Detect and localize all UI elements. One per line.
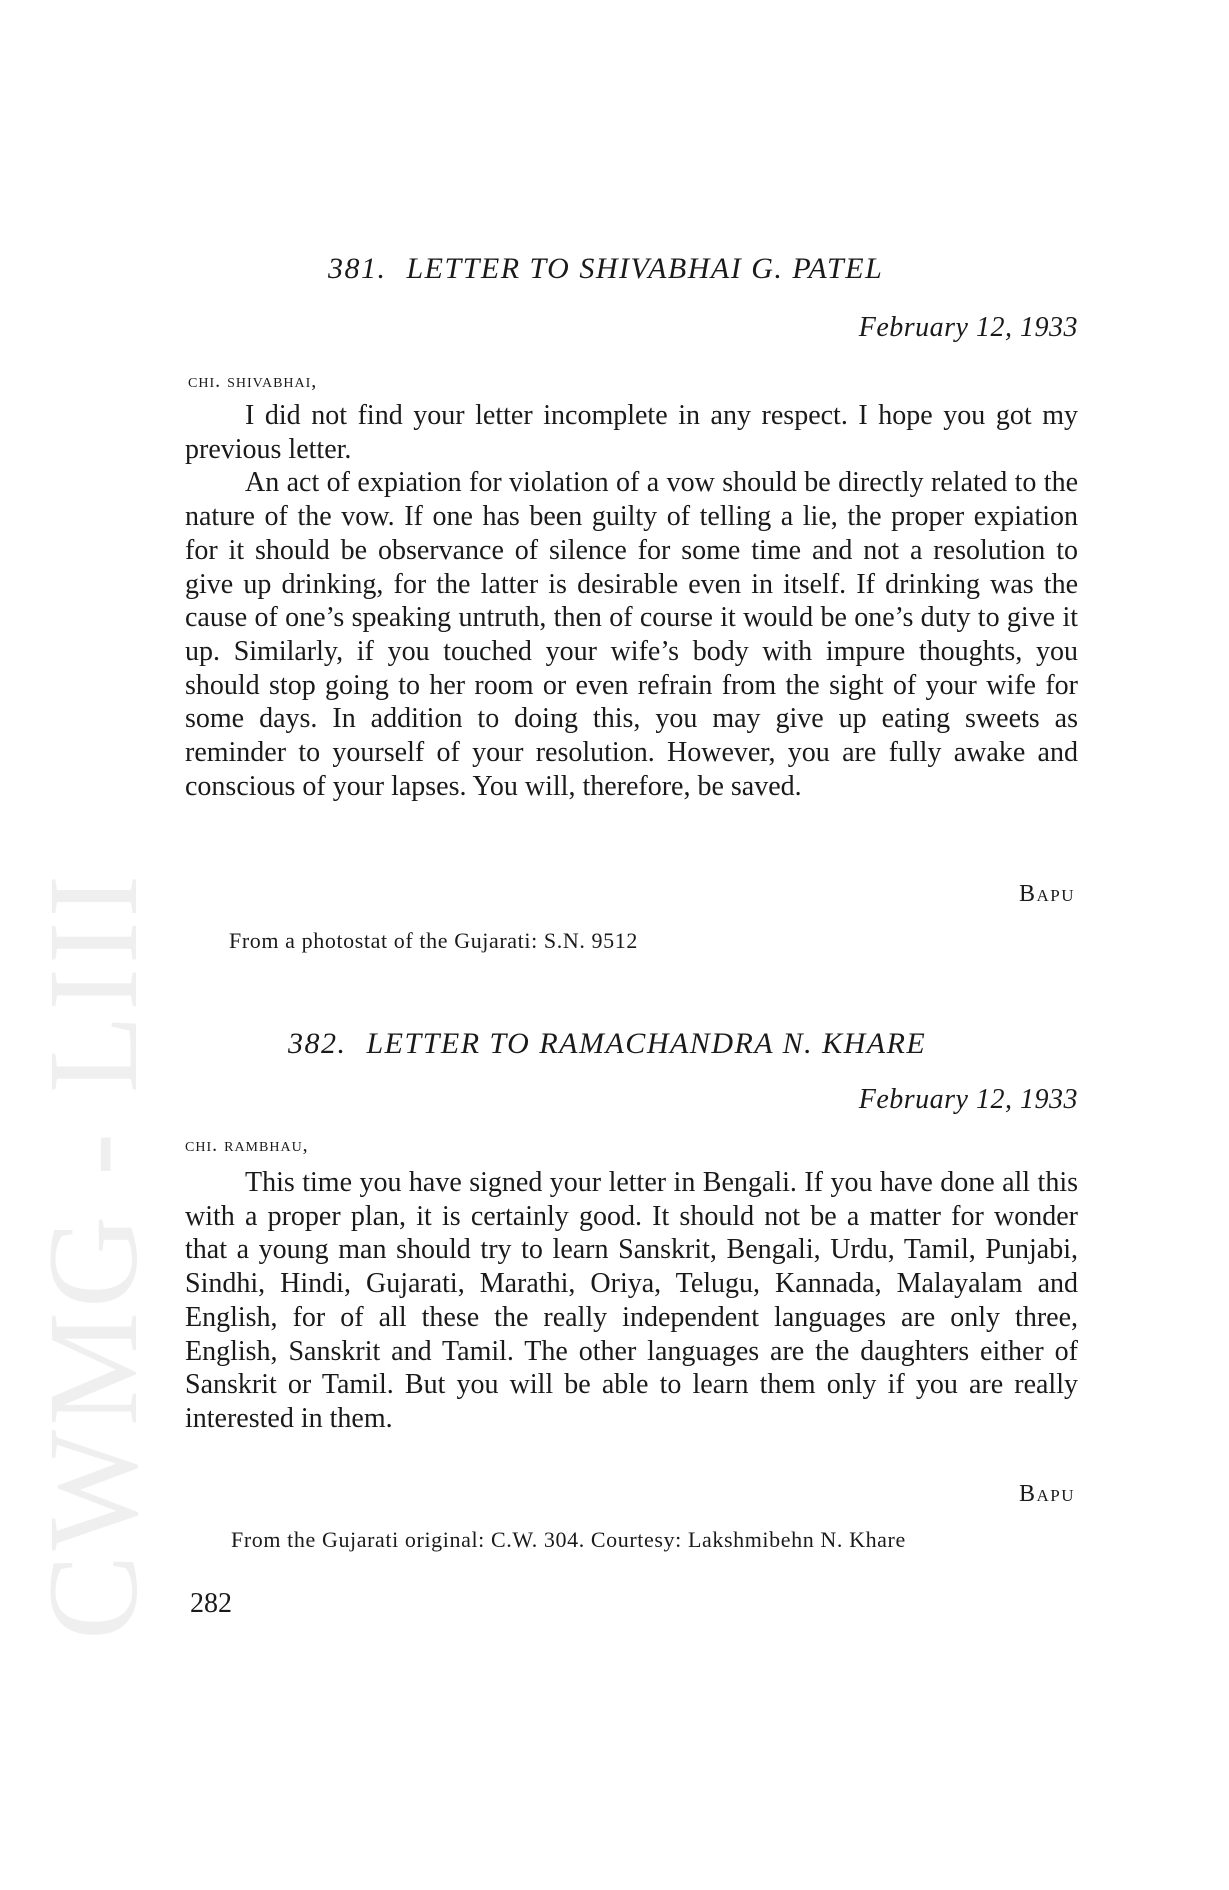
- letter-382-signature: Bapu: [1018, 1481, 1075, 1507]
- page-number: 282: [190, 1588, 232, 1619]
- letter-382-title: LETTER TO RAMACHANDRA N. KHARE: [366, 1027, 927, 1060]
- letter-382-source: From the Gujarati original: C.W. 304. Courtesy: Lakshmibehn N. Khare: [231, 1527, 906, 1552]
- letter-381-paragraph: I did not find your letter incomplete in any respect. I hope you got my previous letter.: [185, 400, 1078, 465]
- letter-381-paragraph: An act of expiation for violation of a vow should be directly related to the nature of the vow. If one has been guilty of telling a lie, the proper expiation for it should be observance of silence for some time and not a resolution to give up drinking, for the latter is desirable even in itself. If drinking was the cause of one’s speaking untruth, then of course it would be one’s duty to give it up. Similarly, if you touched your wife’s body with impure thoughts, you should stop going to her room or even refrain from the sight of your wife for some days. In addition to doing this, you may give up eating sweets as reminder to yourself of your resolution. However, you are fully awake and conscious of your lapses. You will, therefore, be saved.: [185, 467, 1078, 802]
- letter-382-number: 382.: [288, 1027, 347, 1060]
- letter-382-heading: [288, 1027, 926, 1061]
- letter-382-date: February 12, 1933: [858, 1084, 1078, 1115]
- letter-381-heading: [328, 252, 883, 286]
- letter-381-number: 381.: [328, 252, 387, 285]
- letter-382-body: [185, 1166, 1078, 1436]
- letter-381-body: [185, 399, 1078, 803]
- letter-381-salutation: chi. shivabhai,: [188, 370, 318, 392]
- letter-381-title: LETTER TO SHIVABHAI G. PATEL: [406, 252, 884, 285]
- letter-382-paragraph: This time you have signed your letter in Bengali. If you have done all this with a proper plan, it is certainly good. It should not be a matter for wonder that a young man should try to learn Sanskrit, Bengali, Urdu, Tamil, Punjabi, Sindhi, Hindi, Gujarati, Marathi, Oriya, Telugu, Kannada, Malayalam and English, for of all these the really independent languages are only three, English, Sanskrit and Tamil. The other languages are the daughters either of Sanskrit or Tamil. But you will be able to learn them only if you are really interested in them.: [185, 1167, 1078, 1434]
- letter-382-salutation: chi. rambhau,: [185, 1134, 309, 1156]
- letter-381-signature: Bapu: [1018, 881, 1075, 907]
- letter-381-date: February 12, 1933: [858, 312, 1078, 343]
- watermark: CWMG - LIII: [22, 870, 164, 1640]
- letter-381-source: From a photostat of the Gujarati: S.N. 9512: [229, 928, 638, 953]
